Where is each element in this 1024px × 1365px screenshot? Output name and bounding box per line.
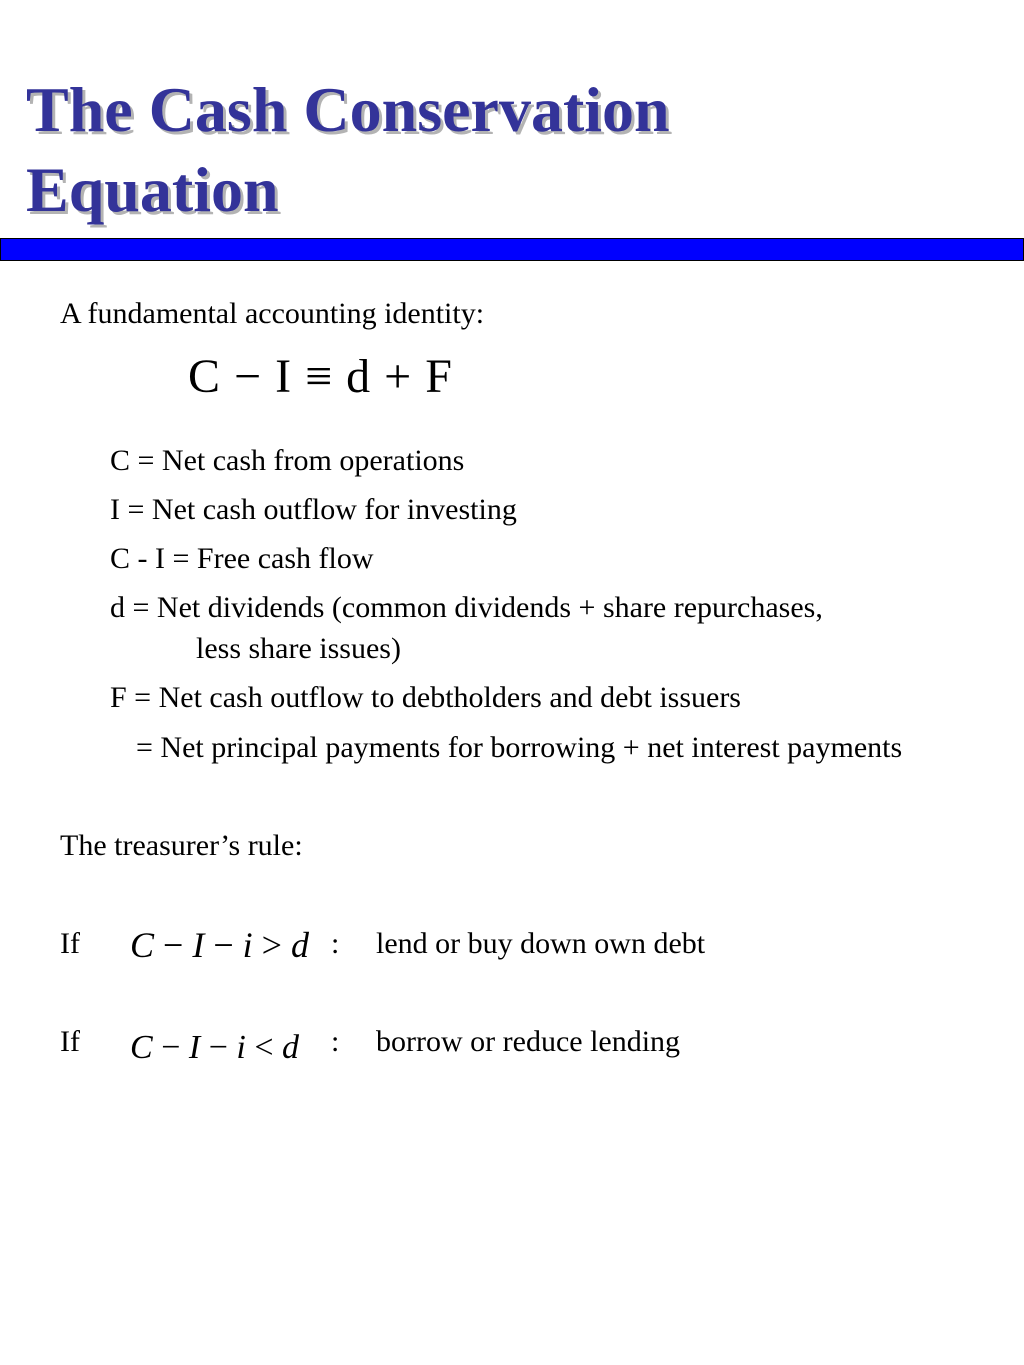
rule-1-minus-1: − xyxy=(163,925,184,965)
rule-1-var-d: d xyxy=(290,925,309,965)
definition-free-cash-flow: C - I = Free cash flow xyxy=(110,542,374,575)
rule-1-action: lend or buy down own debt xyxy=(376,927,706,960)
rule-2-if-label: If xyxy=(60,1025,80,1058)
rule-1-var-i-lower: i xyxy=(242,925,253,965)
rule-2-relation: < xyxy=(254,1029,274,1066)
rule-1-var-i-upper: I xyxy=(192,925,205,965)
slide-title-line-1: The Cash Conservation xyxy=(26,74,670,145)
title-divider xyxy=(0,238,1024,261)
rule-heading: The treasurer’s rule: xyxy=(60,829,303,862)
rule-2-action: borrow or reduce lending xyxy=(376,1025,681,1058)
definition-d: d = Net dividends (common dividends + share repurchases, xyxy=(110,591,823,624)
rule-2-colon: : xyxy=(331,1025,340,1058)
intro-text: A fundamental accounting identity: xyxy=(60,297,485,330)
rule-1-var-c: C xyxy=(130,925,155,965)
rule-2-minus-2: − xyxy=(208,1029,228,1066)
slide-title-line-2: Equation xyxy=(26,154,279,225)
rule-1-minus-2: − xyxy=(213,925,234,965)
rule-2-var-i-lower: i xyxy=(236,1029,246,1066)
rule-1-if-label: If xyxy=(60,927,80,960)
rule-1-condition xyxy=(130,925,309,965)
rule-2-var-c: C xyxy=(130,1029,153,1066)
rule-2-var-d: d xyxy=(282,1029,300,1066)
rule-2-minus-1: − xyxy=(161,1029,181,1066)
definition-f: F = Net cash outflow to debtholders and debt issuers xyxy=(110,681,741,714)
definition-d-continued: less share issues) xyxy=(196,632,401,665)
identity-equation: C − I ≡ d + F xyxy=(188,350,453,403)
rule-1-colon: : xyxy=(331,927,340,960)
rule-2-condition xyxy=(130,1028,299,1068)
definition-c: C = Net cash from operations xyxy=(110,444,465,477)
slide-title xyxy=(26,70,1006,230)
definition-i: I = Net cash outflow for investing xyxy=(110,493,517,526)
definition-f-detail: = Net principal payments for borrowing + net interest payments xyxy=(136,731,903,764)
rule-1-relation: > xyxy=(261,925,282,965)
rule-2-var-i-upper: I xyxy=(188,1029,201,1066)
